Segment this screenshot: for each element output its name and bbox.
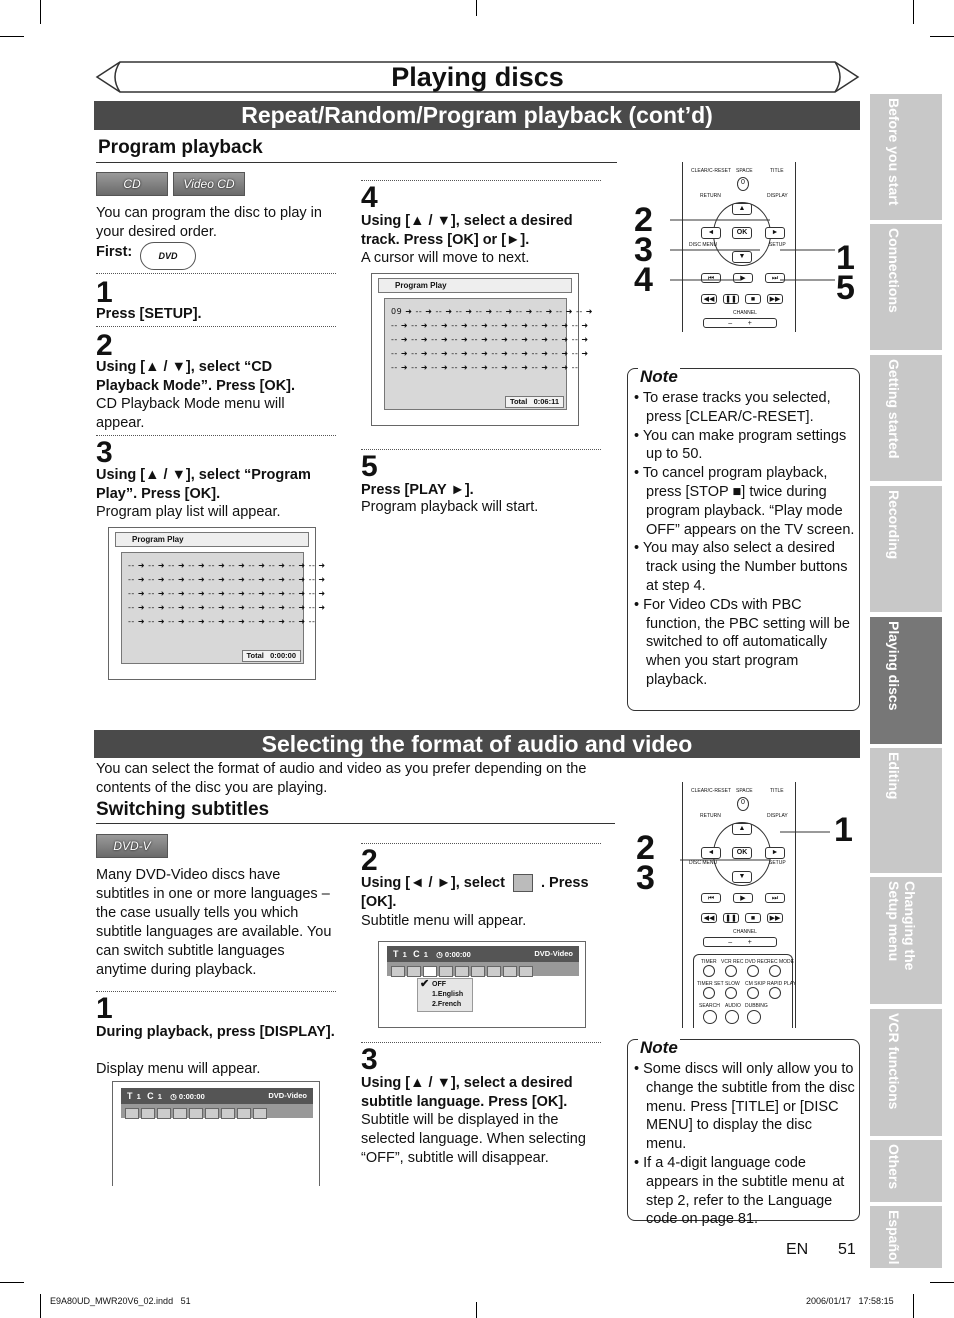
note-box-program — [627, 368, 860, 711]
note-list — [634, 389, 855, 690]
space-label: SPACE — [736, 168, 753, 174]
osd-icon-row — [387, 962, 579, 976]
title-label: TITLE — [770, 168, 784, 174]
sub-step-1-text: Display menu will appear. — [96, 1061, 261, 1077]
page-title-banner — [95, 60, 860, 94]
stop-button[interactable]: ■ — [745, 294, 761, 304]
skip-forward-button[interactable]: ⏭ — [765, 273, 785, 283]
skip-forward-button[interactable]: ⏭ — [765, 893, 785, 903]
tab-changing-setup-menu[interactable]: Changing the Setup menu — [870, 877, 942, 1004]
noise-icon[interactable] — [487, 966, 501, 977]
surround-icon[interactable] — [237, 1108, 251, 1119]
slow-label: SLOW — [725, 981, 740, 987]
dvd-rec-button[interactable] — [747, 965, 759, 977]
video-cd-badge: Video CD — [173, 172, 245, 196]
vcr-rec-button[interactable] — [725, 965, 737, 977]
step-1-bold: Press [SETUP]. — [96, 306, 202, 322]
subtitle-icon[interactable] — [157, 1108, 171, 1119]
audio-icon[interactable] — [407, 966, 421, 977]
channel-rocker[interactable]: – + — [703, 937, 777, 947]
setup-label: SETUP — [769, 860, 786, 866]
total-box: Total 0:06:11 — [505, 396, 564, 408]
zoom-icon[interactable] — [253, 1108, 267, 1119]
marker-icon[interactable] — [205, 1108, 219, 1119]
surround-icon[interactable] — [503, 966, 517, 977]
channel-label: CHANNEL — [733, 929, 757, 935]
tab-others[interactable]: Others — [870, 1140, 942, 1202]
step-3-number: 3 — [96, 436, 113, 469]
vcr-rec-label: VCR REC — [721, 959, 744, 965]
rewind-button[interactable]: ◀◀ — [701, 913, 717, 923]
down-button[interactable]: ▼ — [732, 871, 752, 883]
cm-skip-label: CM SKIP — [745, 981, 766, 987]
program-play-screen-empty — [108, 527, 326, 680]
subhead-switching-subtitles: Switching subtitles — [96, 799, 270, 820]
rapid-play-label: RAPID PLAY — [767, 981, 797, 987]
osd-icon-row — [121, 1104, 313, 1118]
down-button[interactable]: ▼ — [732, 251, 752, 263]
angle-icon[interactable] — [439, 966, 453, 977]
subtitle-option[interactable]: 1.English — [432, 991, 464, 998]
tab-before-you-start[interactable]: Before you start — [870, 94, 942, 220]
remote-callout-lines — [660, 210, 860, 310]
step-4-number: 4 — [361, 181, 378, 214]
angle-icon[interactable] — [173, 1108, 187, 1119]
subhead-program-playback: Program playback — [98, 137, 263, 158]
pause-button[interactable]: ❚❚ — [723, 294, 739, 304]
tab-vcr-functions[interactable]: VCR functions — [870, 1009, 942, 1136]
subhead-rule — [96, 162, 617, 163]
note-item: • You can make program settings up to 50. — [634, 427, 847, 463]
left-button[interactable]: ◄ — [701, 847, 721, 859]
display-label: DISPLAY — [767, 193, 788, 199]
cm-skip-button[interactable] — [747, 987, 759, 999]
marker-icon[interactable] — [471, 966, 485, 977]
channel-rocker[interactable]: – + — [703, 318, 777, 328]
osd-status-bar: T 1 C 1 ◷ 0:00:00 DVD-Video — [121, 1088, 313, 1104]
tab-espanol[interactable]: Español — [870, 1206, 942, 1268]
total-box: Total 0:00:00 — [242, 650, 301, 662]
clear-label: CLEAR/C-RESET — [691, 168, 732, 174]
subtitle-icon[interactable] — [423, 966, 437, 977]
rapid-play-button[interactable] — [769, 987, 781, 999]
screen-header: Program Play — [378, 278, 572, 293]
left-button[interactable]: ◄ — [701, 227, 721, 239]
return-label: RETURN — [700, 813, 721, 819]
dvd-badge: DVD — [140, 242, 196, 270]
list-row: -- ➜ -- ➜ -- ➜ -- ➜ -- ➜ -- ➜ -- ➜ -- ➜ -- ➜ -- ➜ — [128, 575, 326, 584]
tab-playing-discs[interactable]: Playing discs — [870, 617, 942, 744]
note-box-subtitles — [627, 1038, 860, 1228]
search-icon[interactable] — [125, 1108, 139, 1119]
step-2-number: 2 — [96, 329, 113, 362]
clear-label: CLEAR/C-RESET — [691, 788, 732, 794]
check-icon: ✔ — [420, 978, 430, 990]
zoom-icon[interactable] — [519, 966, 533, 977]
list-row: -- ➜ -- ➜ -- ➜ -- ➜ -- ➜ -- ➜ -- ➜ -- ➜ -- ➜ -- — [391, 363, 579, 372]
tab-getting-started[interactable]: Getting started — [870, 355, 942, 481]
remote-control-illustration-2 — [682, 782, 796, 1028]
cd-badge: CD — [96, 172, 168, 196]
list-row: -- ➜ -- ➜ -- ➜ -- ➜ -- ➜ -- ➜ -- ➜ -- ➜ -- ➜ -- ➜ — [128, 603, 326, 612]
remote2-steps-right: 1 — [834, 811, 853, 849]
audio-label: AUDIO — [725, 1003, 741, 1009]
space-label: SPACE — [736, 788, 753, 794]
subhead-rule — [96, 823, 615, 824]
section2-intro: You can select the format of audio and video as you prefer depending on the contents of the disc you are playing. — [96, 761, 587, 796]
step-5-number: 5 — [361, 450, 378, 483]
first-label: First: — [96, 244, 133, 260]
step-4-bold: Using [▲ / ▼], select a desired track. Press [OK] or [►]. — [361, 213, 573, 248]
subtitle-icon — [513, 874, 533, 892]
step-5-text: Program playback will start. — [361, 499, 539, 515]
slow-button[interactable] — [725, 987, 737, 999]
list-row: 09 ➜ -- ➜ -- ➜ -- ➜ -- ➜ -- ➜ -- ➜ -- ➜ -- ➜ -- ➜ — [391, 307, 593, 316]
repeat-icon[interactable] — [455, 966, 469, 977]
subtitle-options-list — [417, 978, 473, 1012]
note-item: • Some discs will only allow you to change the subtitle from the disc menu. Press [TITLE] or [DISC MENU] to display the disc menu. — [634, 1061, 855, 1153]
ok-button[interactable]: OK — [732, 847, 752, 859]
step-3-text: Program play list will appear. — [96, 504, 281, 520]
sub-step-2-bold: Using [◄ / ►], select . Press [OK]. — [361, 875, 589, 910]
zero-button[interactable]: 0 — [737, 177, 749, 191]
dubbing-label: DUBBING — [745, 1003, 768, 1009]
screen-list — [384, 298, 593, 410]
section-bar-program: Repeat/Random/Program playback (cont’d) — [94, 101, 860, 130]
repeat-icon[interactable] — [189, 1108, 203, 1119]
zero-button[interactable]: 0 — [737, 797, 749, 811]
note-title: Note — [640, 1038, 678, 1057]
sub-step-3-number: 3 — [361, 1043, 378, 1076]
title-label: TITLE — [770, 788, 784, 794]
screen-header: Program Play — [115, 532, 309, 547]
fast-forward-button[interactable]: ▶▶ — [767, 913, 783, 923]
tab-recording[interactable]: Recording — [870, 486, 942, 612]
note-item: • You may also select a desired track using the Number buttons at step 4. — [634, 540, 848, 594]
skip-back-button[interactable]: ⏮ — [701, 893, 721, 903]
note-title: Note — [640, 367, 678, 386]
skip-back-button[interactable]: ⏮ — [701, 273, 721, 283]
sub-step-2-number: 2 — [361, 844, 378, 877]
program-play-screen-selected — [371, 273, 593, 426]
search-icon[interactable] — [391, 966, 405, 977]
search-label: SEARCH — [699, 1003, 720, 1009]
footer-language: EN — [786, 1241, 809, 1258]
footer-file: E9A80UD_MWR20V6_02.indd 51 — [50, 1296, 191, 1306]
note-item: • For Video CDs with PBC function, the PBC setting will be switched to off automatically when you start program playback. — [634, 596, 850, 688]
section-bar-audio-video: Selecting the format of audio and video — [94, 730, 860, 758]
play-button[interactable]: ▶ — [733, 893, 753, 903]
footer-date: 2006/01/17 17:58:15 — [806, 1296, 894, 1306]
subtitle-option[interactable]: 2.French — [432, 1001, 462, 1008]
search-button[interactable] — [703, 1010, 717, 1024]
return-label: RETURN — [700, 193, 721, 199]
sub-step-1-bold: During playback, press [DISPLAY]. — [96, 1024, 335, 1040]
intro-text: You can program the disc to play in your desired order. — [96, 205, 322, 240]
list-row: -- ➜ -- ➜ -- ➜ -- ➜ -- ➜ -- ➜ -- ➜ -- ➜ -- ➜ -- ➜ — [391, 335, 589, 344]
sub-step-1-number: 1 — [96, 992, 113, 1025]
note-item: • If a 4-digit language code appears in the subtitle menu at step 2, refer to the Language code on page 81. — [634, 1154, 845, 1228]
list-row: -- ➜ -- ➜ -- ➜ -- ➜ -- ➜ -- ➜ -- ➜ -- ➜ -- ➜ -- — [128, 617, 316, 626]
rewind-button[interactable]: ◀◀ — [701, 294, 717, 304]
note-list — [634, 1060, 855, 1229]
up-button[interactable]: ▲ — [732, 203, 752, 215]
tab-connections[interactable]: Connections — [870, 224, 942, 350]
step-1-number: 1 — [96, 276, 113, 309]
footer-page-number: 51 — [838, 1241, 856, 1258]
screen-list — [121, 552, 326, 664]
note-item: • To erase tracks you selected, press [CLEAR/C-RESET]. — [634, 390, 831, 425]
list-row: -- ➜ -- ➜ -- ➜ -- ➜ -- ➜ -- ➜ -- ➜ -- ➜ -- ➜ -- ➜ — [391, 321, 589, 330]
subtitle-option[interactable]: OFF — [432, 981, 446, 988]
step-2-text: CD Playback Mode menu will appear. — [96, 396, 285, 431]
subtitle-menu-screen — [378, 941, 586, 1028]
step-4-text: A cursor will move to next. — [361, 250, 530, 266]
timer-set-button[interactable] — [703, 987, 715, 999]
list-row: -- ➜ -- ➜ -- ➜ -- ➜ -- ➜ -- ➜ -- ➜ -- ➜ -- ➜ -- ➜ — [128, 561, 326, 570]
remote-steps-right: 1 5 — [836, 239, 855, 307]
note-item: • To cancel program playback, press [STOP ■] twice during program playback. “Play mode OFF” appears on the TV screen. — [634, 465, 855, 538]
timer-button[interactable] — [703, 965, 715, 977]
timer-label: TIMER — [701, 959, 717, 965]
up-button[interactable]: ▲ — [732, 823, 752, 835]
setup-label: SETUP — [769, 242, 786, 248]
sub-step-3-text: Subtitle will be displayed in the selected language. When selecting “OFF”, subtitle will disappear. — [361, 1112, 586, 1166]
audio-button[interactable] — [725, 1010, 739, 1024]
remote-steps-left: 2 3 4 — [634, 201, 653, 299]
sub-step-3-bold: Using [▲ / ▼], select a desired subtitle language. Press [OK]. — [361, 1075, 573, 1110]
channel-label: CHANNEL — [733, 310, 757, 316]
osd-status-bar: T 1 C 1 ◷ 0:00:00 DVD-Video — [387, 946, 579, 962]
dvd-rec-label: DVD REC — [745, 959, 768, 965]
noise-icon[interactable] — [221, 1108, 235, 1119]
dubbing-button[interactable] — [747, 1010, 761, 1024]
ok-button[interactable]: OK — [732, 227, 752, 239]
fast-forward-button[interactable]: ▶▶ — [767, 294, 783, 304]
step-3-bold: Using [▲ / ▼], select “Program Play”. Press [OK]. — [96, 467, 311, 502]
page-title: Playing discs — [391, 62, 564, 92]
disc-menu-label: DISC MENU — [689, 242, 718, 248]
stop-button[interactable]: ■ — [745, 913, 761, 923]
rec-mode-label: REC MODE — [767, 959, 794, 965]
play-button[interactable]: ▶ — [733, 273, 753, 283]
dvd-v-badge: DVD-V — [96, 834, 168, 858]
remote2-steps-left: 2 3 — [636, 829, 655, 897]
section2-body: Many DVD-Video discs have subtitles in one or more languages – the case usually tells you which subtitle languages are available. You can switch subtitle languages anytime during playback. — [96, 867, 332, 978]
pause-button[interactable]: ❚❚ — [723, 913, 739, 923]
disc-menu-label: DISC MENU — [689, 860, 718, 866]
list-row: -- ➜ -- ➜ -- ➜ -- ➜ -- ➜ -- ➜ -- ➜ -- ➜ -- ➜ -- ➜ — [128, 589, 326, 598]
display-label: DISPLAY — [767, 813, 788, 819]
right-button[interactable]: ► — [765, 227, 785, 239]
right-button[interactable]: ► — [765, 847, 785, 859]
step-2-bold: Using [▲ / ▼], select “CD Playback Mode”. Press [OK]. — [96, 359, 296, 394]
list-row: -- ➜ -- ➜ -- ➜ -- ➜ -- ➜ -- ➜ -- ➜ -- ➜ -- ➜ -- ➜ — [391, 349, 589, 358]
timer-set-label: TIMER SET — [697, 981, 724, 987]
remote2-callout-lines — [660, 820, 860, 880]
audio-icon[interactable] — [141, 1108, 155, 1119]
sub-step-2-text: Subtitle menu will appear. — [361, 913, 527, 929]
step-5-bold: Press [PLAY ►]. — [361, 482, 474, 498]
display-menu-screen — [112, 1081, 320, 1186]
rec-mode-button[interactable] — [769, 965, 781, 977]
tab-editing[interactable]: Editing — [870, 748, 942, 873]
